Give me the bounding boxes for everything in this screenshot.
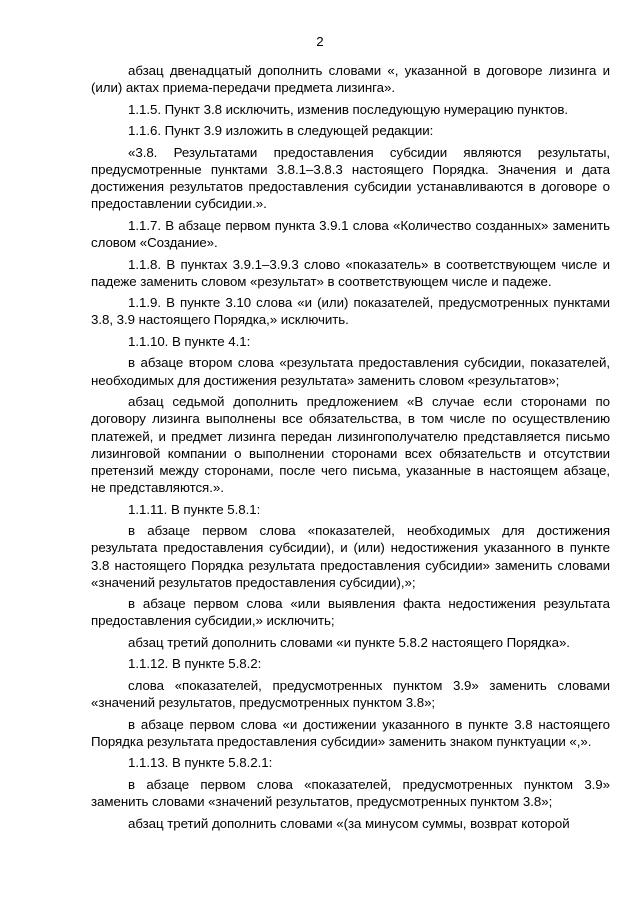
- paragraph: абзац третий дополнить словами «и пункте 5.8.2 настоящего Порядка».: [128, 634, 570, 650]
- paragraph: в абзаце первом слова «показателей, предусмотренных пунктом 3.9» заменить словами «значений результатов, предусмотренных пунктом 3.8»;: [91, 776, 610, 810]
- paragraph: 1.1.10. В пункте 4.1:: [128, 333, 251, 349]
- paragraph: «3.8. Результатами предоставления субсидии являются результаты, предусмотренные пунктами 3.8.1–3.8.3 настоящего Порядка. Значения и дата достижения результатов предоставления субсидии устанавливаются в договоре о предоставлении субсидии.».: [91, 144, 610, 212]
- document-body: [91, 62, 610, 836]
- paragraph: 1.1.11. В пункте 5.8.1:: [128, 501, 261, 517]
- paragraph: 1.1.8. В пунктах 3.9.1–3.9.3 слово «показатель» в соответствующем числе и падеже заменить словом «результат» в соответствующем числе и падеже.: [91, 256, 610, 289]
- paragraph: в абзаце первом слова «и достижении указанного в пункте 3.8 настоящего Порядка результата предоставления субсидии» заменить знаком пунктуации «,».: [91, 716, 610, 749]
- paragraph: 1.1.6. Пункт 3.9 изложить в следующей редакции:: [128, 123, 434, 139]
- paragraph: в абзаце первом слова «показателей, необходимых для достижения результата предоставления субсидии), и (или) недостижения указанного в пункте 3.8 настоящего Порядка результата предоставления субсидии» заменить словами «значений результатов предоставления субсидии),»;: [91, 523, 610, 590]
- paragraph: абзац третий дополнить словами «(за минусом суммы, возврат которой: [128, 815, 570, 831]
- paragraph: 1.1.7. В абзаце первом пункта 3.9.1 слова «Количество созданных» заменить словом «Создание».: [91, 217, 610, 251]
- paragraph: в абзаце втором слова «результата предоставления субсидии, показателей, необходимых для достижения результата» заменить словом «результатов»;: [91, 355, 610, 388]
- paragraph: 1.1.12. В пункте 5.8.2:: [128, 656, 262, 672]
- paragraph: в абзаце первом слова «или выявления факта недостижения результата предоставления субсидии,» исключить;: [91, 596, 610, 629]
- paragraph: слова «показателей, предусмотренных пунктом 3.9» заменить словами «значений результатов, предусмотренных пунктом 3.8»;: [91, 677, 610, 711]
- paragraph: абзац седьмой дополнить предложением «В случае если сторонами по договору лизинга выполнены все обязательства, в том числе по осуществлению платежей, и предмет лизинга передан лизингополучателю представляется письмо лизинговой компании о выполнении сторонами всех обязательств и отсутствии претензий между сторонами, после чего письма, указанные в настоящем абзаце, не представляются.».: [91, 394, 610, 496]
- paragraph: 1.1.9. В пункте 3.10 слова «и (или) показателей, предусмотренных пунктами 3.8, 3.9 настоящего Порядка,» исключить.: [91, 295, 610, 328]
- paragraph: 1.1.13. В пункте 5.8.2.1:: [128, 755, 273, 771]
- page-number: 2: [316, 34, 324, 49]
- paragraph: абзац двенадцатый дополнить словами «, указанной в договоре лизинга и (или) актах приема-передачи предмета лизинга».: [91, 63, 610, 96]
- paragraph: 1.1.5. Пункт 3.8 исключить, изменив последующую нумерацию пунктов.: [128, 101, 568, 117]
